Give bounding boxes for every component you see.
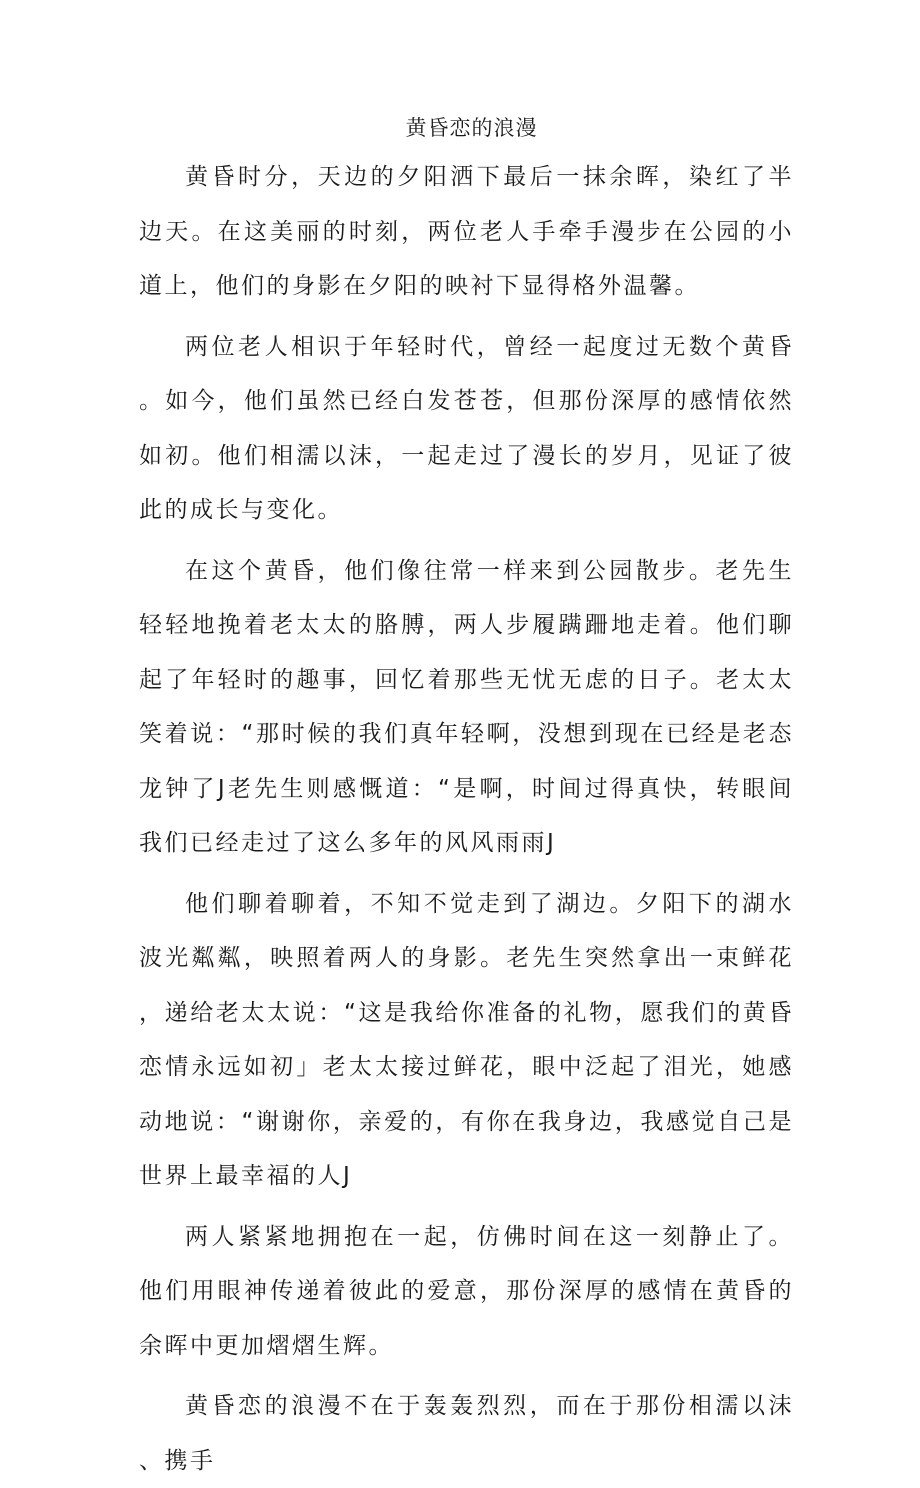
paragraph-6: 黄昏恋的浪漫不在于轰轰烈烈，而在于那份相濡以沫、携手 bbox=[139, 1393, 794, 1474]
paragraph-5: 两人紧紧地拥抱在一起，仿佛时间在这一刻静止了。他们用眼神传递着彼此的爱意，那份深厚的感情在黄昏的余晖中更加熠熠生辉。 bbox=[139, 1223, 794, 1359]
paragraph-2: 两位老人相识于年轻时代，曾经一起度过无数个黄昏。如今，他们虽然已经白发苍苍，但那份深厚的感情依然如初。他们相濡以沫，一起走过了漫长的岁月，见证了彼此的成长与变化。 bbox=[139, 333, 794, 523]
paragraph-4: 他们聊着聊着，不知不觉走到了湖边。夕阳下的湖水波光粼粼，映照着两人的身影。老先生突然拿出一束鲜花，递给老太太说：“这是我给你准备的礼物，愿我们的黄昏恋情永远如初」老太太接过鲜花，眼中泛起了泪光，她感动地说：“谢谢你，亲爱的，有你在我身边，我感觉自己是世界上最幸福的人J bbox=[139, 890, 794, 1189]
document-title: 黄昏恋的浪漫 bbox=[405, 116, 538, 140]
document-body bbox=[139, 108, 794, 1488]
paragraph-1: 黄昏时分，天边的夕阳洒下最后一抹余晖，染红了半边天。在这美丽的时刻，两位老人手牵手漫步在公园的小道上，他们的身影在夕阳的映衬下显得格外温馨。 bbox=[139, 164, 794, 299]
paragraph-3: 在这个黄昏，他们像往常一样来到公园散步。老先生轻轻地挽着老太太的胳膊，两人步履蹒跚地走着。他们聊起了年轻时的趣事，回忆着那些无忧无虑的日子。老太太笑着说：“那时候的我们真年轻啊，没想到现在已经是老态龙钟了J老先生则感慨道：“是啊，时间过得真快，转眼间我们已经走过了这么多年的风风雨雨J bbox=[139, 557, 794, 856]
